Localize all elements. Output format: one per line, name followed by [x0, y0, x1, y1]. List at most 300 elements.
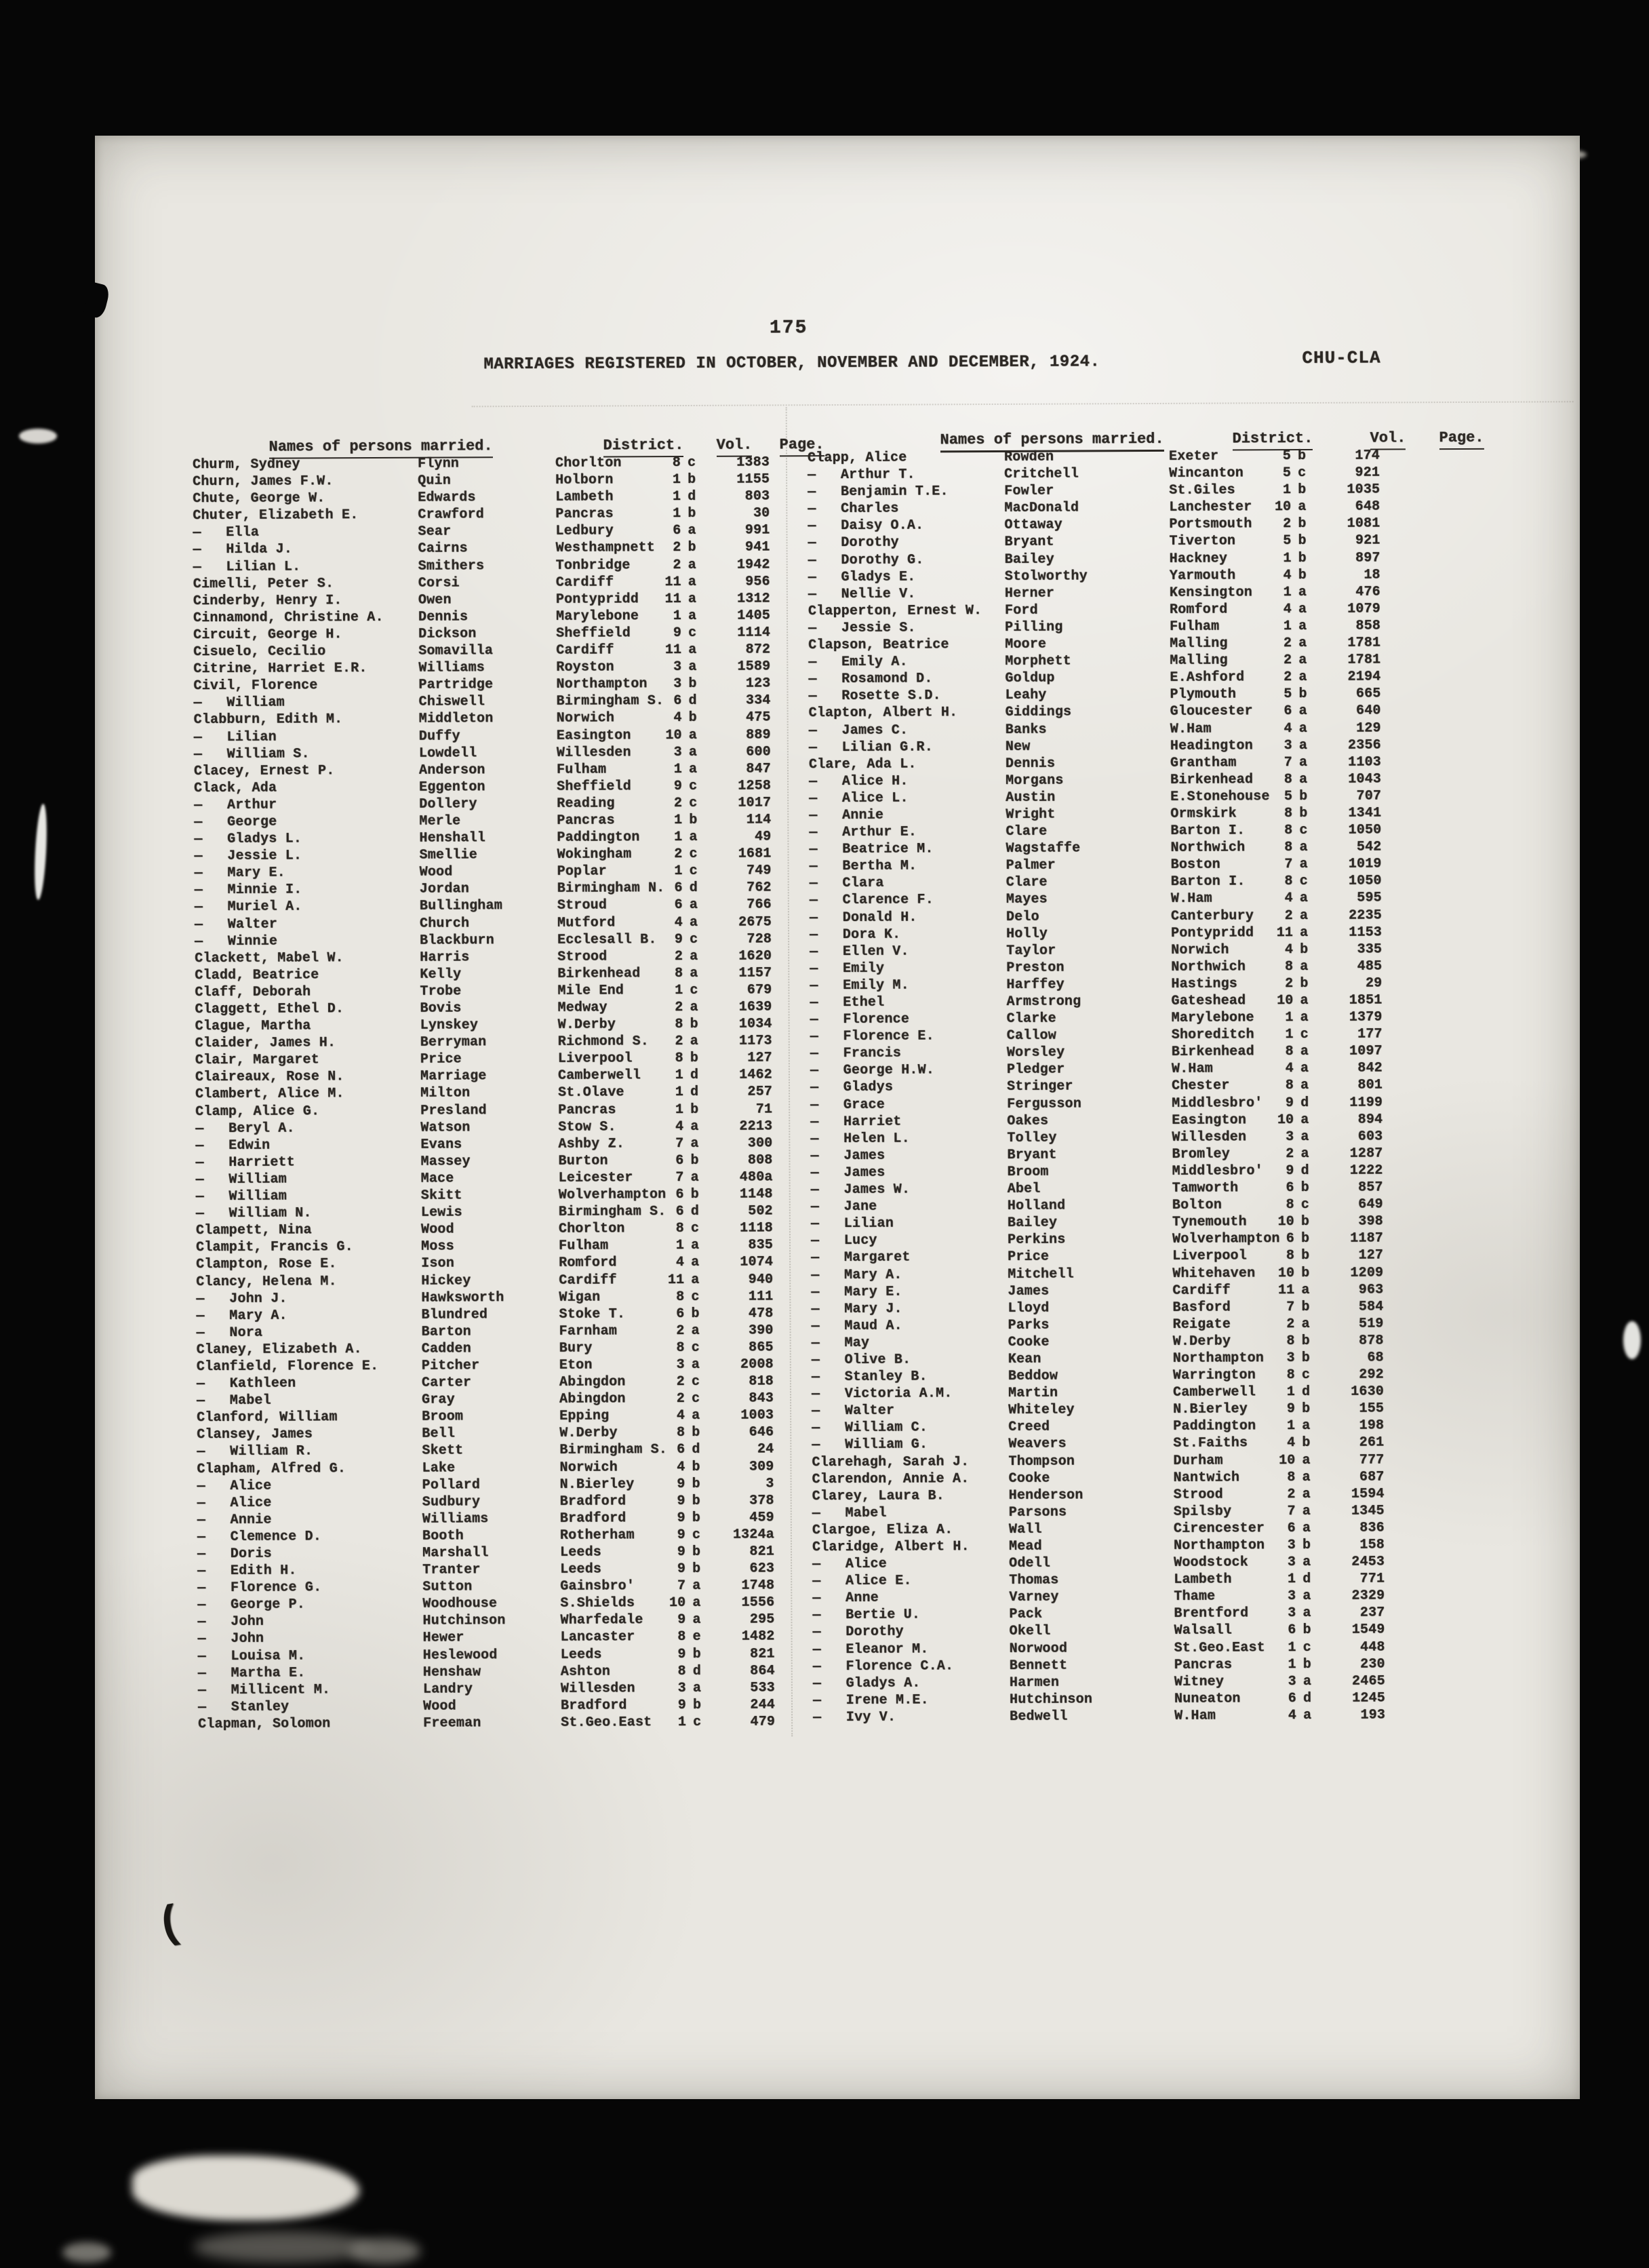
district: Tonbridge	[555, 557, 631, 574]
district: Marylebone	[555, 608, 639, 625]
surname: Owen	[418, 592, 452, 608]
page-number: 777	[1359, 1452, 1385, 1468]
name: — Emily	[810, 960, 885, 977]
table-row	[809, 805, 1389, 825]
scan-artifact	[62, 2242, 111, 2263]
vol-number: 7	[1286, 1299, 1295, 1315]
name: — Florence G.	[197, 1580, 322, 1597]
district: Wokingham	[557, 846, 632, 863]
page-number: 1155	[736, 471, 770, 488]
vol-letter: a	[691, 1255, 700, 1271]
name: — Gladys E.	[808, 569, 916, 585]
page-number: 198	[1359, 1418, 1385, 1434]
table-row	[197, 1493, 780, 1512]
name: Clampit, Francis G.	[195, 1239, 353, 1256]
page-number: 478	[748, 1306, 774, 1322]
page-number: 1620	[738, 948, 772, 964]
district: St.Geo.East	[1174, 1639, 1265, 1656]
table-row	[813, 1673, 1393, 1693]
vol-number: 6	[673, 523, 681, 539]
name: — William G.	[812, 1436, 928, 1453]
vol-letter: a	[688, 744, 698, 760]
vol-letter: a	[1298, 584, 1307, 600]
vol-number: 10	[1277, 993, 1294, 1009]
district: Plymouth	[1170, 686, 1237, 703]
name: — James	[810, 1165, 886, 1181]
district: Leeds	[559, 1544, 602, 1561]
table-row	[195, 931, 778, 951]
marriage-index-table-right	[808, 448, 1393, 1727]
name: — Walter	[194, 916, 278, 933]
page-number: 1681	[738, 846, 772, 862]
name: Chuter, Elizabeth E.	[193, 507, 359, 524]
page-number: 1594	[1351, 1486, 1385, 1502]
page-number: 1043	[1348, 771, 1382, 787]
page-number: 821	[749, 1544, 775, 1560]
name: Circuit, George H.	[193, 627, 342, 644]
vol-number: 6	[677, 1442, 686, 1458]
surname: Merle	[419, 813, 461, 829]
district: Leeds	[560, 1561, 602, 1578]
district: Shoreditch	[1171, 1027, 1254, 1044]
vol-number: 1	[1282, 482, 1292, 498]
vol-letter: a	[1300, 1129, 1309, 1145]
table-row	[810, 1129, 1390, 1148]
vol-number: 1	[673, 761, 683, 777]
table-row	[195, 1135, 778, 1155]
name: — Jane	[810, 1198, 877, 1215]
vol-number: 7	[675, 1135, 684, 1152]
table-row	[811, 1265, 1391, 1285]
district: Northampton	[1172, 1350, 1265, 1367]
page-number: 1748	[741, 1578, 775, 1594]
district: Bradford	[560, 1698, 627, 1714]
vol-letter: b	[690, 1051, 699, 1067]
vol-letter: a	[1302, 1520, 1311, 1536]
surname: Dickson	[418, 626, 477, 642]
vol-number: 9	[677, 1612, 686, 1628]
vol-number: 10	[1277, 1112, 1294, 1128]
vol-letter: a	[691, 1356, 700, 1373]
district: Lancaster	[560, 1629, 635, 1646]
surname: Williams	[422, 1511, 489, 1527]
district: E.Stonehouse	[1170, 789, 1270, 805]
vol-letter: b	[692, 1561, 701, 1578]
vol-number: 9	[1285, 1095, 1294, 1111]
name: Claff, Deborah	[195, 984, 311, 1001]
column-header-vol-right: Vol.	[1298, 412, 1406, 450]
page-number: 2356	[1347, 737, 1381, 754]
district: Willesden	[556, 744, 631, 761]
vol-letter: a	[1303, 1707, 1312, 1723]
district: Birkenhead	[1170, 772, 1254, 788]
name: — Florence E.	[810, 1028, 934, 1045]
page-number: 864	[750, 1663, 775, 1679]
name: — Margaret	[811, 1249, 911, 1266]
table-row	[810, 1146, 1390, 1165]
vol-letter: b	[1298, 550, 1307, 566]
district: W.Ham	[1174, 1708, 1216, 1724]
vol-number: 2	[674, 846, 683, 863]
table-row	[813, 1690, 1393, 1710]
district: Yarmouth	[1169, 568, 1236, 584]
page-number: 502	[748, 1203, 773, 1219]
vol-number: 8	[677, 1629, 686, 1645]
vol-number: 2	[676, 1374, 685, 1390]
district: Malling	[1170, 636, 1228, 652]
vol-letter: b	[1298, 533, 1307, 549]
vol-number: 2	[673, 795, 683, 811]
vol-letter: a	[1303, 1588, 1311, 1605]
name: — Dorothy	[812, 1624, 904, 1641]
surname: Fergusson	[1007, 1096, 1082, 1112]
vol-number: 11	[664, 591, 681, 607]
vol-number: 2	[1283, 516, 1292, 532]
table-row	[193, 574, 776, 593]
name: Clack, Ada	[194, 780, 277, 796]
name: — Francis	[810, 1045, 902, 1062]
district: Kensington	[1169, 585, 1252, 601]
vol-letter: b	[692, 1510, 701, 1526]
district: Ashton	[560, 1664, 611, 1680]
surname: Whiteley	[1008, 1402, 1075, 1419]
column-header-vol-left: Vol.	[645, 420, 753, 458]
table-row	[196, 1221, 779, 1240]
scan-blotch	[132, 2155, 359, 2221]
page-number: 158	[1359, 1537, 1385, 1553]
vol-number: 3	[1286, 1129, 1294, 1145]
page-number: 821	[749, 1645, 775, 1662]
page-number: 127	[1358, 1247, 1384, 1264]
vol-number: 1	[674, 863, 683, 880]
district: Pancras	[557, 813, 615, 829]
vol-letter: a	[1303, 1673, 1312, 1689]
table-row	[197, 1578, 780, 1598]
table-row	[808, 533, 1387, 553]
table-row	[813, 1639, 1393, 1659]
vol-number: 2	[1284, 652, 1292, 669]
name: Clarey, Laura B.	[812, 1488, 945, 1504]
vol-number: 3	[673, 676, 682, 692]
vol-number: 10	[1277, 1214, 1294, 1230]
table-row	[194, 846, 777, 866]
table-row	[811, 1248, 1391, 1268]
district: Malling	[1170, 652, 1228, 669]
vol-number: 8	[1284, 771, 1293, 787]
surname: Presland	[420, 1102, 487, 1119]
page-number: 292	[1359, 1367, 1384, 1383]
vol-letter: a	[691, 1323, 700, 1339]
vol-number: 11	[664, 574, 681, 590]
district: Tiverton	[1169, 533, 1236, 550]
name: — Clemence D.	[197, 1529, 321, 1546]
vol-number: 3	[1287, 1538, 1296, 1554]
district: Burton	[558, 1153, 608, 1169]
name: — Olive B.	[811, 1352, 911, 1369]
surname: Creed	[1008, 1420, 1050, 1436]
vol-letter: d	[688, 693, 697, 709]
table-row	[195, 1152, 778, 1172]
vol-number: 8	[1285, 1078, 1294, 1094]
page-number: 193	[1360, 1707, 1386, 1723]
surname: Corsi	[418, 575, 460, 591]
name: — Mary E.	[194, 865, 285, 882]
page-number: 1379	[1349, 1009, 1383, 1025]
district: Sheffield	[556, 625, 631, 642]
table-row	[810, 958, 1389, 978]
vol-number: 1	[1286, 1384, 1296, 1401]
surname: Henshaw	[422, 1664, 481, 1681]
table-row	[195, 965, 778, 985]
page-number: 1639	[738, 999, 772, 1015]
page-number: 24	[757, 1441, 774, 1458]
name: — William	[193, 695, 285, 711]
district: Leicester	[558, 1170, 633, 1186]
district: Warrington	[1172, 1367, 1256, 1384]
table-row	[810, 1061, 1390, 1080]
vol-letter: a	[688, 727, 697, 743]
name: Clapman, Solomon	[198, 1716, 331, 1733]
table-row	[811, 1179, 1391, 1199]
surname: Moss	[420, 1238, 454, 1255]
table-row	[812, 1469, 1391, 1489]
name: — Arthur E.	[809, 824, 917, 841]
vol-number: 6	[675, 1152, 684, 1169]
ink-smudge-mark: (	[153, 1897, 188, 1953]
vol-number: 9	[677, 1561, 686, 1578]
table-row	[812, 1401, 1391, 1421]
vol-letter: a	[688, 574, 697, 590]
name: Cinnamond, Christine A.	[193, 609, 384, 627]
district: Northampton	[556, 676, 648, 693]
name: — William N.	[195, 1205, 312, 1222]
district: Bury	[559, 1340, 593, 1356]
vol-letter: a	[1298, 720, 1307, 737]
vol-letter: b	[692, 1544, 701, 1560]
name: Clargoe, Eliza A.	[812, 1522, 953, 1539]
table-row	[808, 601, 1388, 621]
vol-letter: d	[1303, 1571, 1311, 1588]
surname: Skitt	[420, 1188, 462, 1204]
vol-number: 3	[1286, 1350, 1295, 1367]
vol-number: 4	[1287, 1435, 1296, 1451]
district: Chester	[1171, 1078, 1230, 1095]
vol-letter: a	[1302, 1452, 1311, 1468]
page-number: 2008	[740, 1356, 774, 1373]
page-number: 533	[750, 1680, 775, 1696]
vol-number: 9	[677, 1476, 686, 1492]
vol-number: 3	[1284, 737, 1292, 754]
district: Whitehaven	[1172, 1265, 1256, 1282]
district: Witney	[1174, 1674, 1225, 1690]
table-row	[808, 482, 1387, 502]
district: Farnham	[559, 1323, 618, 1340]
page-number: 584	[1358, 1299, 1384, 1315]
vol-letter: b	[692, 1646, 701, 1662]
page-number: 600	[746, 744, 771, 760]
document-title: MARRIAGES REGISTERED IN OCTOBER, NOVEMBER AND DECEMBER, 1924.	[483, 353, 1100, 374]
vol-number: 2	[1284, 669, 1292, 686]
table-row	[812, 1486, 1392, 1506]
district: Stroud	[557, 897, 608, 914]
vol-number: 3	[677, 1680, 686, 1696]
surname: Varney	[1009, 1589, 1059, 1606]
table-row	[810, 924, 1389, 944]
name: Cinderby, Henry I.	[193, 592, 342, 609]
vol-number: 8	[675, 965, 683, 981]
vol-letter: a	[690, 1034, 698, 1050]
vol-letter: b	[1301, 1333, 1310, 1349]
page-number: 878	[1358, 1333, 1384, 1349]
page-number: 1034	[738, 1016, 772, 1032]
page-number: 991	[744, 522, 770, 539]
vol-letter: c	[690, 1221, 700, 1237]
vol-number: 6	[1288, 1690, 1297, 1706]
name: — James C.	[808, 722, 909, 739]
district: Cardiff	[559, 1272, 617, 1289]
surname: Taylor	[1006, 943, 1056, 959]
vol-letter: c	[692, 1527, 701, 1543]
district: Durham	[1173, 1453, 1223, 1469]
vol-letter: b	[1302, 1401, 1311, 1418]
name: Clapp, Alice	[807, 450, 907, 467]
district: Bolton	[1172, 1197, 1223, 1213]
table-row	[195, 914, 778, 934]
surname: Odell	[1009, 1555, 1051, 1572]
surname: Morphett	[1005, 653, 1071, 670]
vol-letter: b	[1298, 482, 1307, 498]
surname: Wood	[422, 1698, 456, 1715]
vol-letter: d	[1301, 1384, 1311, 1401]
vol-letter: a	[1299, 840, 1308, 856]
name: Clague, Martha	[195, 1018, 311, 1035]
name: Claggett, Ethel D.	[195, 1001, 344, 1018]
film-edge-speck	[1623, 1321, 1641, 1359]
vol-letter: c	[1298, 465, 1307, 482]
alphabetical-range-label: CHU-CLA	[1302, 347, 1381, 369]
surname: Holly	[1006, 926, 1048, 942]
district: Pontypridd	[1170, 924, 1254, 941]
surname: Weavers	[1008, 1436, 1067, 1453]
page-number: 801	[1357, 1077, 1383, 1094]
page-number: 1556	[741, 1595, 775, 1611]
name: Clambert, Alice M.	[195, 1086, 344, 1103]
name: Churm, Sydney	[192, 456, 300, 473]
district: St.Faiths	[1173, 1435, 1248, 1452]
district: Strood	[1173, 1487, 1223, 1503]
table-row	[198, 1697, 781, 1717]
district: Camberwell	[1172, 1384, 1256, 1401]
table-row	[809, 703, 1389, 723]
vol-letter: c	[1301, 1367, 1311, 1384]
vol-number: 4	[1284, 941, 1294, 958]
vol-number: 9	[677, 1493, 686, 1509]
district: W.Derby	[559, 1425, 618, 1442]
vol-letter: d	[1300, 1095, 1309, 1111]
page-number: 18	[1364, 567, 1380, 583]
page-number: 542	[1356, 839, 1382, 855]
name: Civil, Florence	[193, 678, 318, 695]
table-row	[194, 812, 777, 832]
vol-number: 1	[673, 608, 682, 624]
district: Hastings	[1171, 976, 1238, 992]
vol-letter: d	[1303, 1690, 1312, 1706]
surname: Wall	[1008, 1521, 1042, 1538]
page-number: 3	[766, 1476, 774, 1492]
table-row	[194, 744, 777, 764]
table-row	[808, 567, 1388, 587]
name: — Lucy	[810, 1233, 877, 1249]
table-row	[196, 1169, 779, 1189]
vol-number: 2	[675, 1034, 683, 1050]
surname: Milton	[420, 1085, 471, 1102]
name: — William	[195, 1171, 287, 1188]
district: Northampton	[1173, 1538, 1265, 1554]
surname: Kean	[1008, 1351, 1041, 1367]
district: Norwich	[556, 710, 615, 727]
district: Walsall	[1174, 1622, 1232, 1639]
surname: Freeman	[423, 1715, 481, 1732]
district: Birkenhead	[557, 966, 641, 982]
vol-number: 9	[673, 625, 682, 642]
vol-letter: b	[1300, 1214, 1310, 1230]
name: — Bertha M.	[809, 858, 917, 875]
district: Richmond S.	[557, 1034, 650, 1051]
name: — Beatrice M.	[809, 841, 934, 858]
vol-letter: c	[689, 846, 698, 863]
surname: Armstrong	[1006, 994, 1081, 1010]
name: — Victoria A.M.	[811, 1386, 953, 1403]
table-row	[810, 975, 1389, 995]
surname: Stolworthy	[1004, 568, 1088, 585]
table-row	[193, 608, 776, 627]
table-row	[808, 584, 1388, 604]
vol-number: 6	[674, 897, 683, 914]
surname: Holland	[1007, 1198, 1066, 1215]
district: Hackney	[1169, 551, 1228, 567]
page-number: 771	[1359, 1571, 1385, 1587]
name: — Maud A.	[811, 1318, 902, 1334]
page-number: 177	[1357, 1026, 1383, 1042]
vol-letter: c	[688, 625, 697, 641]
table-row	[195, 999, 778, 1019]
surname: Martin	[1008, 1385, 1058, 1402]
district: Pontypridd	[555, 591, 639, 608]
surname: Sear	[418, 524, 452, 541]
surname: Henshall	[419, 830, 486, 846]
page-number: 378	[749, 1493, 774, 1509]
table-row	[197, 1323, 780, 1342]
page-number: 111	[748, 1289, 774, 1305]
vol-number: 4	[1283, 601, 1292, 617]
district: W.Ham	[1170, 891, 1212, 907]
district: Ecclesall B.	[557, 931, 657, 948]
vol-number: 5	[1284, 686, 1292, 703]
table-row	[809, 823, 1389, 842]
surname: Anderson	[418, 762, 485, 779]
vol-letter: b	[691, 1306, 700, 1322]
district: E.Ashford	[1170, 669, 1245, 686]
district: Bromley	[1172, 1146, 1230, 1162]
name: — James	[810, 1148, 886, 1165]
name: — John	[197, 1631, 264, 1647]
surname: Wagstaffe	[1006, 840, 1081, 857]
name: — Arthur	[194, 797, 277, 814]
vol-number: 1	[1287, 1571, 1296, 1588]
name: — George P.	[197, 1597, 306, 1614]
surname: Giddings	[1005, 704, 1072, 721]
name: — Nora	[196, 1325, 263, 1341]
